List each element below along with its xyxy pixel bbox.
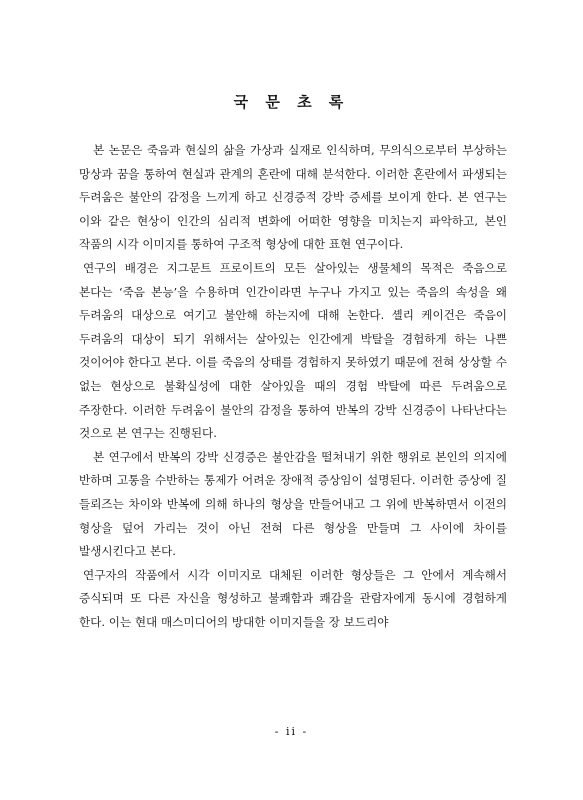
abstract-body	[79, 139, 507, 634]
page-number: - ii -	[274, 725, 309, 738]
paragraph-1: 본 논문은 죽음과 현실의 삶을 가상과 실재로 인식하며, 무의식으로부터 부상하는 망상과 꿈을 통하여 현실과 관계의 혼란에 대해 분석한다. 이러한 혼란에서 파생되는 두려움은 불안의 감정을 느끼게 하고 신경증적 강박 증세를 보이게 한다. 본 연구는 이와 같은 현상이 인간의 심리적 변화에 어떠한 영향을 미치는지 파악하고, 본인 작품의 시각 이미지를 통하여 구조적 형상에 대한 표현 연구이다.	[79, 143, 507, 252]
paragraph-2: 연구의 배경은 지그문트 프로이트의 모든 살아있는 생물체의 목적은 죽음으로 본다는 ‘죽음 본능’을 수용하며 인간이라면 누구나 가지고 있는 죽음의 속성을 왜 두려움의 대상으로 여기고 불안해 하는지에 대해 논한다. 셸리 케이건은 죽음이 두려움의 대상이 되기 위해서는 살아있는 인간에게 박탈을 경험하게 하는 나쁜 것이어야 한다고 본다. 이를 죽음의 상태를 경험하지 못하였기 때문에 전혀 상상할 수 없는 현상으로 불확실성에 대한 살아있을 때의 경험 박탈에 따른 두려움으로 주장한다. 이러한 두려움이 불안의 감정을 통하여 반복의 강박 신경증이 나타난다는 것으로 본 연구는 진행된다.	[79, 260, 507, 441]
page-title: 국 문 초 록	[233, 93, 350, 111]
paragraph-4: 연구자의 작품에서 시각 이미지로 대체된 이러한 형상들은 그 안에서 계속해서 증식되며 또 다른 자신을 형성하고 불쾌함과 쾌감을 관람자에게 동시에 경험하게 한다. 이는 현대 매스미디어의 방대한 이미지들을 장 보드리야	[79, 567, 507, 629]
paragraph-3: 본 연구에서 반복의 강박 신경증은 불안감을 떨쳐내기 위한 행위로 본인의 의지에 반하며 고통을 수반하는 통제가 어려운 장애적 증상임이 설명된다. 이러한 증상에 질 들뢰즈는 차이와 반복에 의해 하나의 형상을 만들어내고 그 위에 반복하면서 이전의 형상을 덮어 가리는 것이 아닌 전혀 다른 형상을 만들며 그 사이에 차이를 발생시킨다고 본다.	[79, 449, 507, 559]
